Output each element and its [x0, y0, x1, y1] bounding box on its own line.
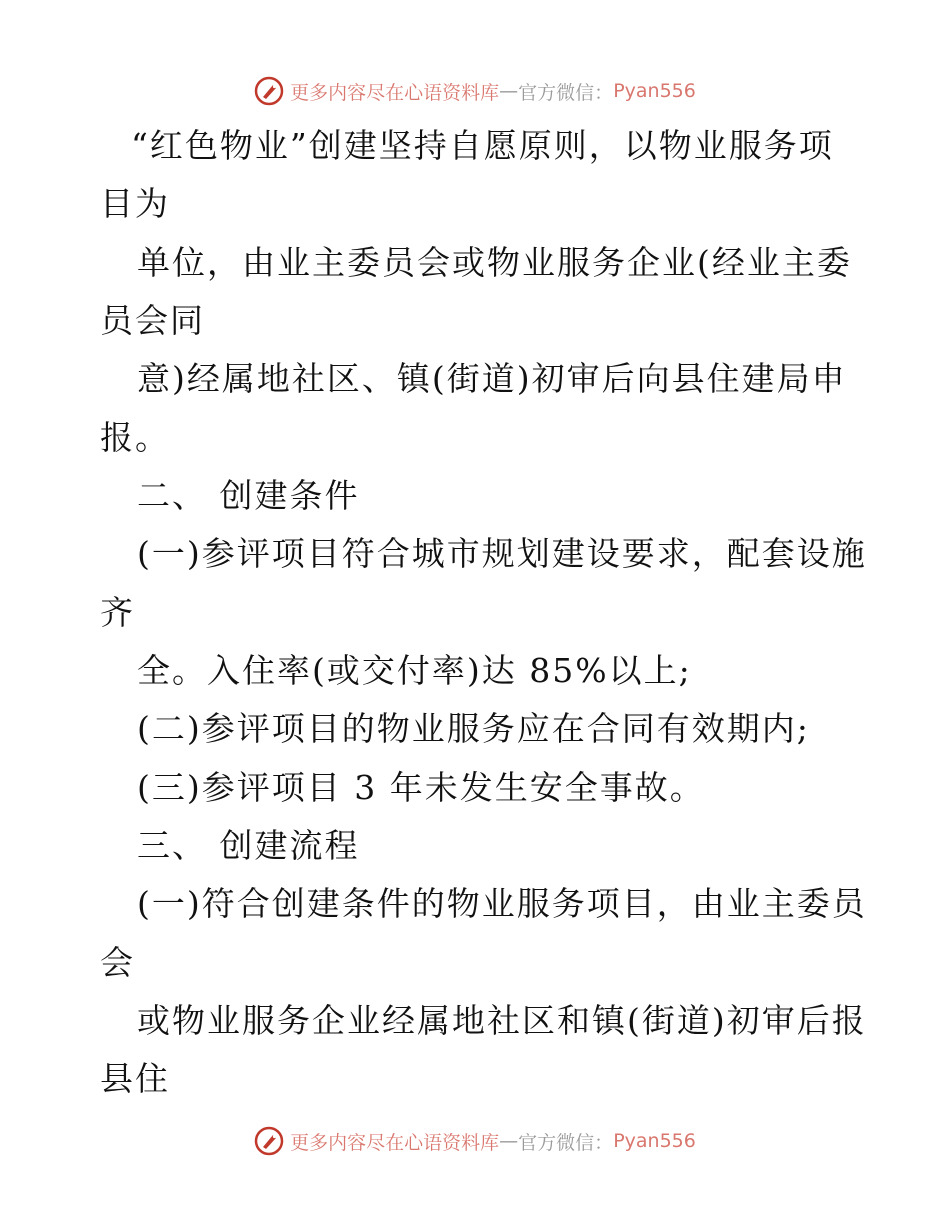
watermark-wechat-label: 官方微信：: [518, 81, 614, 104]
watermark-text: 更多内容尽在心语资料库: [290, 81, 500, 104]
watermark-dash: —: [499, 80, 519, 102]
watermark-wechat-label: 官方微信：: [518, 1131, 614, 1154]
paragraph-line: 县住: [100, 1059, 170, 1098]
watermark-text: 更多内容尽在心语资料库: [290, 1131, 500, 1154]
paragraph-line: 单位，由业主委员会或物业服务企业(经业主委: [137, 243, 852, 282]
watermark-footer: [0, 1124, 950, 1158]
paragraph-line: (二)参评项目的物业服务应在合同有效期内;: [137, 709, 810, 748]
paragraph-line: “红色物业”创建坚持自愿原则，以物业服务项: [131, 126, 834, 165]
paragraph-line: 目为: [100, 184, 170, 223]
paragraph-line: 员会同: [100, 301, 205, 340]
paragraph-line: 会: [100, 943, 135, 982]
paragraph-line: 意)经属地社区、镇(街道)初审后向县住建局申: [137, 359, 847, 398]
paragraph-line: (一)符合创建条件的物业服务项目，由业主委员: [137, 884, 867, 923]
section-heading: 二、 创建条件: [137, 476, 360, 515]
paragraph-line: 或物业服务企业经属地社区和镇(街道)初审后报: [137, 1001, 867, 1040]
paragraph-line: 全。入住率(或交付率)达 85%以上;: [137, 651, 692, 690]
watermark-wechat-id: Pyan556: [613, 80, 696, 102]
paragraph-line: 齐: [100, 593, 135, 632]
paragraph-line: (三)参评项目 3 年未发生安全事故。: [137, 768, 705, 807]
pen-logo-icon: [254, 1126, 284, 1156]
watermark-dash: —: [499, 1130, 519, 1152]
section-heading: 三、 创建流程: [137, 826, 360, 865]
paragraph-line: (一)参评项目符合城市规划建设要求，配套设施: [137, 534, 867, 573]
watermark-wechat-id: Pyan556: [613, 1130, 696, 1152]
paragraph-line: 报。: [100, 418, 170, 457]
